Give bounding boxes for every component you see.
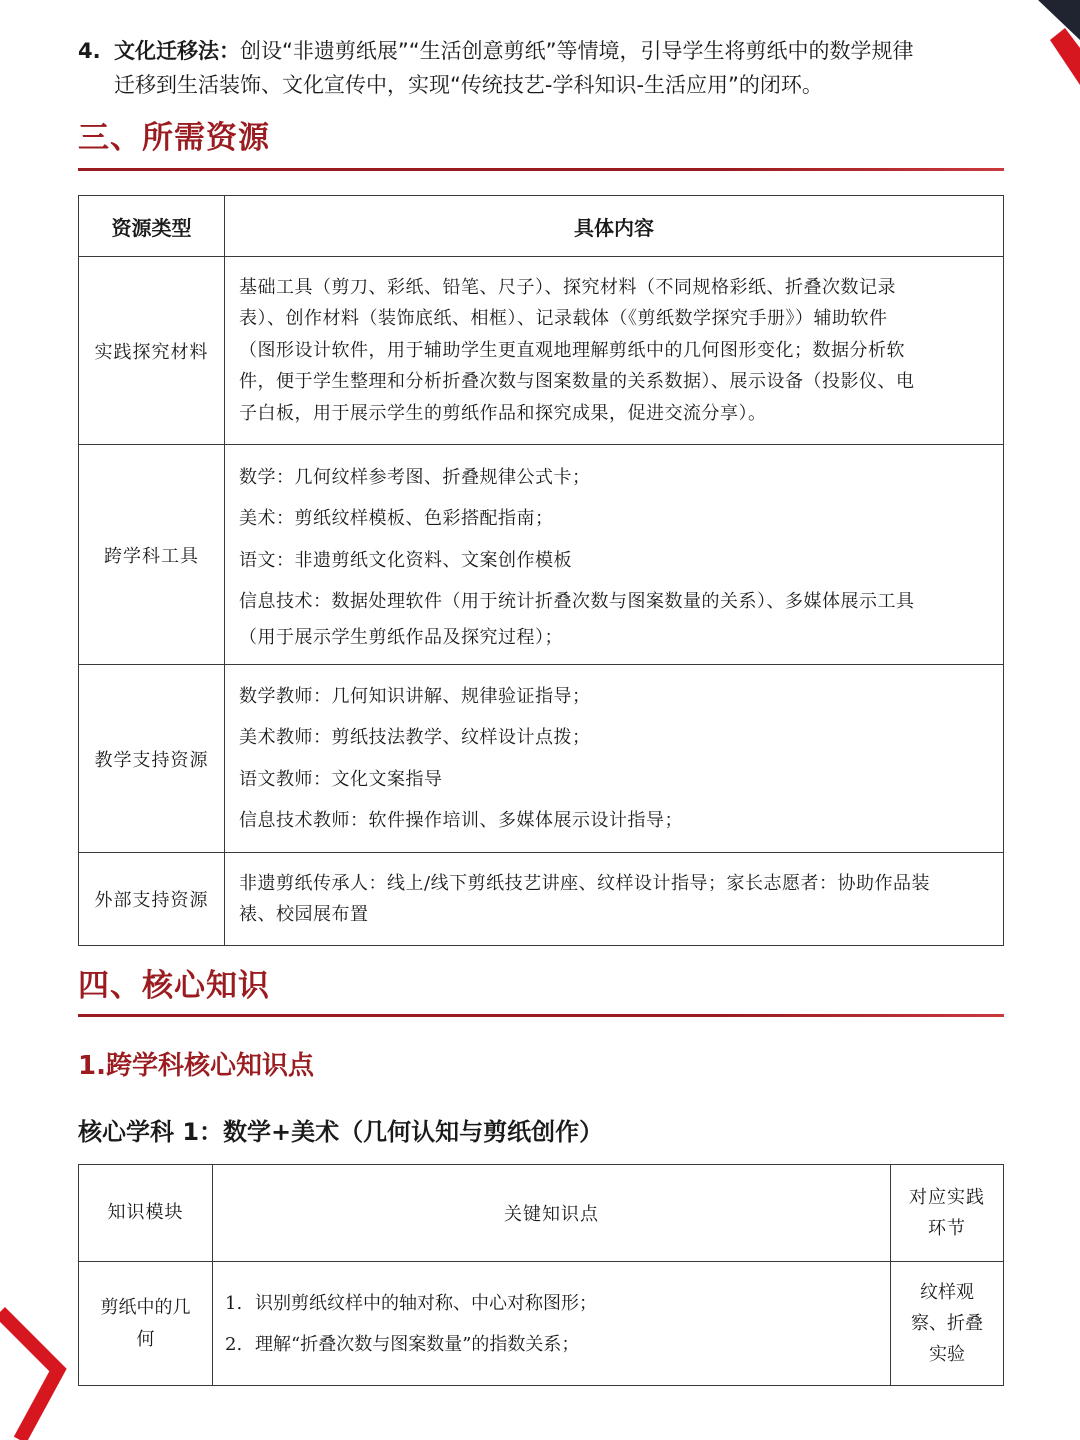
resource-content-cell <box>225 257 1004 445</box>
content-line: （图形设计软件，用于辅助学生更直观地理解剪纸中的几何图形变化；数据分析软 <box>239 339 905 361</box>
resource-content-cell <box>225 665 1004 853</box>
content-line: 美术：剪纸纹样模板、色彩搭配指南； <box>239 508 554 529</box>
content-line: 非遗剪纸传承人：线上/线下剪纸技艺讲座、纹样设计指导；家长志愿者：协助作品装 <box>239 872 931 894</box>
content-line: 语文：非遗剪纸文化资料、文案创作模板 <box>239 549 572 571</box>
header-content: 具体内容 <box>225 196 1004 257</box>
module-line: 剪纸中的几 <box>100 1296 191 1318</box>
content-line: 表）、创作材料（装饰底纸、相框）、记录载体（《剪纸数学探究手册》）辅助软件 <box>239 308 888 330</box>
key-point-number: 2. <box>225 1333 243 1355</box>
content-line: （用于展示学生剪纸作品及探究过程）； <box>239 626 563 648</box>
intro-lead: 文化迁移法： <box>114 39 240 63</box>
resource-content-cell <box>225 445 1004 665</box>
resources-header-row <box>79 196 1004 257</box>
resource-type-cell: 跨学科工具 <box>79 445 225 665</box>
table-row <box>79 445 1004 665</box>
section4-title: 四、核心知识 <box>78 968 270 1004</box>
resources-table <box>78 195 1004 946</box>
header-key-points: 关键知识点 <box>213 1165 891 1262</box>
intro-line2: 迁移到生活装饰、文化宣传中，实现“传统技艺-学科知识-生活应用”的闭环。 <box>114 73 823 97</box>
content-line: 基础工具（剪刀、彩纸、铅笔、尺子）、探究材料（不同规格彩纸、折叠次数记录 <box>239 276 896 298</box>
table-row <box>79 665 1004 853</box>
content-line: 信息技术教师：软件操作培训、多媒体展示设计指导； <box>239 810 683 831</box>
content-line: 信息技术：数据处理软件（用于统计折叠次数与图案数量的关系）、多媒体展示工具 <box>239 591 915 612</box>
key-point-text: 识别剪纸纹样中的轴对称、中心对称图形； <box>255 1292 597 1314</box>
content-line: 件，便于学生整理和分析折叠次数与图案数量的关系数据）、展示设备（投影仪、电 <box>239 371 915 393</box>
content-line: 裱、校园展布置 <box>239 904 369 925</box>
module-line: 何 <box>136 1328 155 1350</box>
key-point-item <box>225 1283 878 1324</box>
table-row <box>79 1262 1004 1386</box>
table-row <box>79 257 1004 445</box>
intro-line1: 创设“非遗剪纸展”“生活创意剪纸”等情境，引导学生将剪纸中的数学规律 <box>240 39 914 63</box>
knowledge-table <box>78 1164 1004 1386</box>
content-line: 数学教师：几何知识讲解、规律验证指导； <box>239 685 591 707</box>
resource-content-cell <box>225 853 1004 946</box>
practice-line: 纹样观 <box>920 1282 974 1303</box>
knowledge-header-row <box>79 1165 1004 1262</box>
content-line: 语文教师：文化文案指导 <box>239 768 443 790</box>
content-line: 子白板，用于展示学生的剪纸作品和探究成果，促进交流分享）。 <box>239 402 767 424</box>
module-cell <box>79 1262 213 1386</box>
section4-subtitle: 1.跨学科核心知识点 <box>78 1051 314 1081</box>
practice-line: 实验 <box>929 1344 965 1365</box>
corner-decoration-top-right <box>1020 0 1080 90</box>
section3-title: 三、所需资源 <box>78 120 270 156</box>
resource-type-cell: 教学支持资源 <box>79 665 225 853</box>
practice-cell <box>891 1262 1004 1386</box>
content-line: 数学：几何纹样参考图、折叠规律公式卡； <box>239 466 591 488</box>
practice-line: 察、折叠 <box>911 1313 983 1334</box>
key-point-number: 1. <box>225 1292 243 1314</box>
header-practice-line2: 环节 <box>928 1218 966 1239</box>
key-points-cell <box>213 1262 891 1386</box>
intro-paragraph <box>78 34 1018 102</box>
intro-number: 4. <box>78 39 101 63</box>
content-line: 美术教师：剪纸技法教学、纹样设计点拨； <box>239 727 591 748</box>
section3-divider <box>78 168 1004 171</box>
header-practice-line1: 对应实践 <box>909 1187 985 1208</box>
subject-title: 核心学科 1：数学+美术（几何认知与剪纸创作） <box>78 1118 604 1146</box>
header-resource-type: 资源类型 <box>79 196 225 257</box>
corner-decoration-bottom-left <box>0 1300 90 1440</box>
header-practice <box>891 1165 1004 1262</box>
key-point-item <box>225 1324 878 1365</box>
key-point-text: 理解“折叠次数与图案数量”的指数关系； <box>255 1333 580 1355</box>
header-module: 知识模块 <box>79 1165 213 1262</box>
section4-divider <box>78 1014 1004 1017</box>
resource-type-cell: 外部支持资源 <box>79 853 225 946</box>
resource-type-cell: 实践探究材料 <box>79 257 225 445</box>
table-row <box>79 853 1004 946</box>
